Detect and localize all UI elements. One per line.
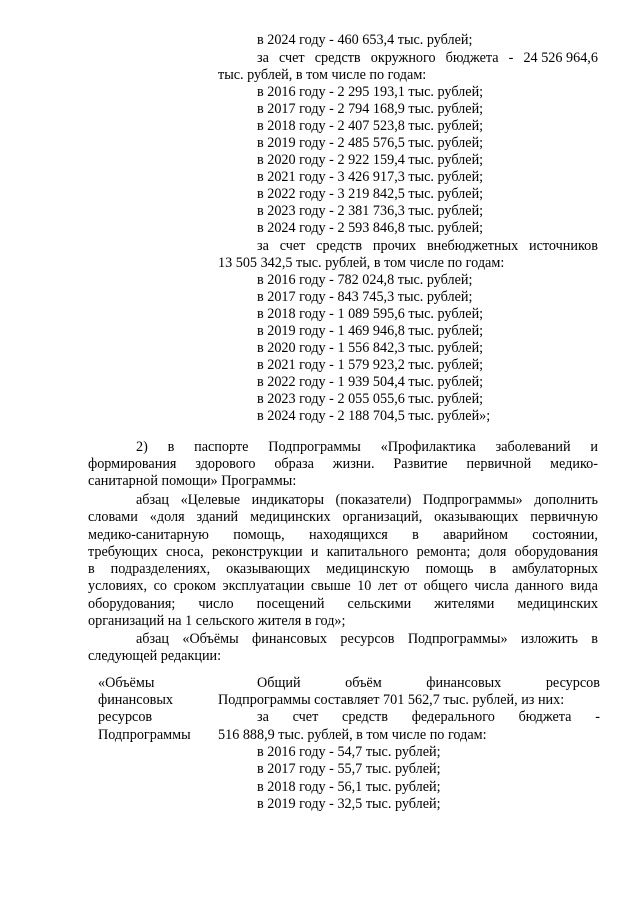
year-line: в 2019 году - 2 485 576,5 тыс. рублей; [257,135,484,151]
fed-line: 516 888,9 тыс. рублей, в том числе по годам: [218,727,487,743]
paragraph-line: оборудования; число посещений сельскими жителями медицинских [88,596,598,612]
text-line: тыс. рублей, в том числе по годам: [218,67,427,83]
okrug-intro-line: за счет средств окружного бюджета - 24 526 964,6 [257,50,598,66]
year-line: в 2017 году - 2 794 168,9 тыс. рублей; [257,101,484,117]
year-line: в 2023 году - 2 055 055,6 тыс. рублей; [257,391,484,407]
year-line: в 2019 году - 32,5 тыс. рублей; [257,796,441,812]
year-line: в 2022 году - 3 219 842,5 тыс. рублей; [257,186,484,202]
year-line: в 2020 году - 1 556 842,3 тыс. рублей; [257,340,484,356]
paragraph-line: медико-санитарную помощь, находящихся в аварийном состоянии, [88,527,598,543]
total-line: Подпрограммы составляет 701 562,7 тыс. рублей, из них: [218,692,565,708]
paragraph-line: условиях, со сроком эксплуатации свыше 10 лет от общего числа данного вида [88,578,598,594]
item2-line3: санитарной помощи» Программы: [88,473,297,489]
year-line: в 2018 году - 2 407 523,8 тыс. рублей; [257,118,484,134]
text-line: в 2024 году - 460 653,4 тыс. рублей; [257,32,473,48]
year-line: в 2018 году - 56,1 тыс. рублей; [257,779,441,795]
year-line: в 2016 году - 54,7 тыс. рублей; [257,744,441,760]
table-left-label: Подпрограммы [98,727,191,743]
year-line: в 2022 году - 1 939 504,4 тыс. рублей; [257,374,484,390]
year-line: в 2017 году - 55,7 тыс. рублей; [257,761,441,777]
text-line: 13 505 342,5 тыс. рублей, в том числе по годам: [218,255,505,271]
paragraph-line: абзац «Целевые индикаторы (показатели) Подпрограммы» дополнить [136,492,598,508]
year-line: в 2021 году - 3 426 917,3 тыс. рублей; [257,169,484,185]
paragraph-line: требующих сноса, реконструкции и капитального ремонта; доля оборудования [88,544,598,560]
paragraph-line: словами «доля зданий медицинских организаций, оказывающих первичную [88,509,598,525]
table-left-label: ресурсов [98,709,153,725]
year-line: в 2024 году - 2 188 704,5 тыс. рублей»; [257,408,491,424]
paragraph-line: организаций на 1 сельского жителя в год»; [88,613,346,629]
table-left-label: «Объёмы [98,675,155,691]
year-line: в 2023 году - 2 381 736,3 тыс. рублей; [257,203,484,219]
paragraph-line: в подразделениях, оказывающих медицинскую помощь в амбулаторных [88,561,598,577]
item2-line1: 2) в паспорте Подпрограммы «Профилактика заболеваний и [136,439,598,455]
year-line: в 2016 году - 782 024,8 тыс. рублей; [257,272,473,288]
total-line: Общий объём финансовых ресурсов [257,675,600,691]
year-line: в 2021 году - 1 579 923,2 тыс. рублей; [257,357,484,373]
year-line: в 2018 году - 1 089 595,6 тыс. рублей; [257,306,484,322]
item2-line2: формирования здорового образа жизни. Развитие первичной медико- [88,456,598,472]
year-line: в 2019 году - 1 469 946,8 тыс. рублей; [257,323,484,339]
year-line: в 2020 году - 2 922 159,4 тыс. рублей; [257,152,484,168]
other-intro-line: за счет средств прочих внебюджетных источников [257,238,598,254]
year-line: в 2017 году - 843 745,3 тыс. рублей; [257,289,473,305]
paragraph-line: следующей редакции: [88,648,222,664]
fed-line: за счет средств федерального бюджета - [257,709,600,725]
table-left-label: финансовых [98,692,173,708]
year-line: в 2024 году - 2 593 846,8 тыс. рублей; [257,220,484,236]
year-line: в 2016 году - 2 295 193,1 тыс. рублей; [257,84,484,100]
paragraph-line: абзац «Объёмы финансовых ресурсов Подпрограммы» изложить в [136,631,598,647]
